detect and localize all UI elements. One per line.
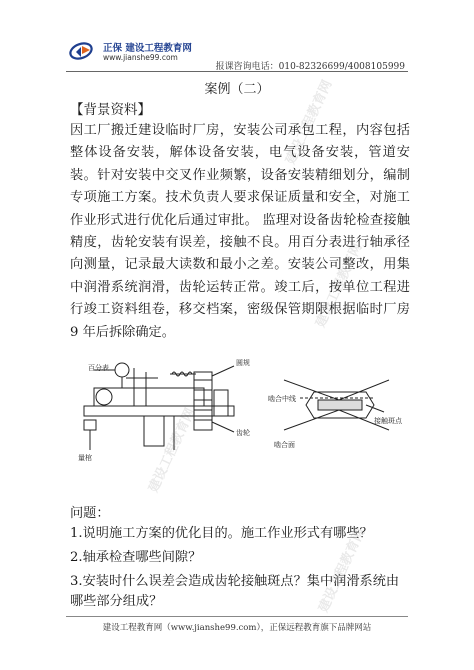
footer-text: 建设工程教育网（www.jianshe99.com），正保远程教育旗下品牌网站 [102,623,372,633]
dial-indicator-body [115,363,129,377]
hotline-text: 报课咨询电话：010-82326699/4008105999 [215,62,405,72]
label-gear: 齿轮 [236,429,250,437]
questions-heading: 问题： [70,506,110,521]
question-item: 1.说明施工方案的优化目的。施工作业形式有哪些？ [70,526,373,541]
label-mesh-centerline: 啮合中线 [268,395,296,403]
watermark: 建设工程教育网 [146,405,199,495]
brand-name: 正保 [103,43,123,54]
background-paragraph: 因工厂搬迁建设临时厂房，安装公司承包工程，内容包括整体设备安装，解体设备安装，电气设备安装，管道安装。针对安装中交叉作业频繁，设备安装精细划分，编制专项施工方案。技术负责人要求保证质量和安全，对施工作业形式进行优化后通过审批。 监理对设备齿轮检查接触精度，齿轮安装有误差，接触不良。用百分表进行轴承径向测量，记录最大读数和最小之差。安装公司整改，用集中润滑系统润滑，齿轮运转正常。竣工后，按单位工程进行竣工资料组卷，移交档案，密级保管期限根据临时厂房 9 年后拆除确定。 [70,123,410,340]
label-mesh-surface: 啮合面 [274,441,295,449]
gear-measurement-diagram [74,350,414,475]
brand-logo-icon [68,38,98,62]
document-title: 案例（二） [204,82,270,97]
technical-figure [74,350,414,475]
question-item: 3.安装时什么误差会造成齿轮接触斑点？集中润滑系统由哪些部分组成？ [70,574,400,609]
header-divider [66,71,408,72]
site-title-text: 建设工程教育网 [125,43,192,54]
label-clamp: 圆规 [236,359,250,367]
watermark: 建设工程教育网 [283,77,336,167]
label-gauge-block: 量棺 [78,454,92,462]
page-header [0,0,474,74]
shaft-housing [94,388,204,406]
question-item: 2.轴承检查哪些间隙？ [70,550,202,565]
watermark: 建设工程教育网 [313,240,366,330]
label-dial-indicator: 百分表 [88,364,109,372]
footer-divider [66,616,408,617]
site-url: www.jianshe99.com [103,53,178,62]
gear-body [194,372,212,430]
watermark: 建设工程教育网 [316,525,369,615]
section-heading: 【背景资料】 [70,102,151,118]
label-contact-spot: 接触斑点 [374,417,402,425]
contact-spot-area [318,400,362,410]
site-title [103,40,192,54]
